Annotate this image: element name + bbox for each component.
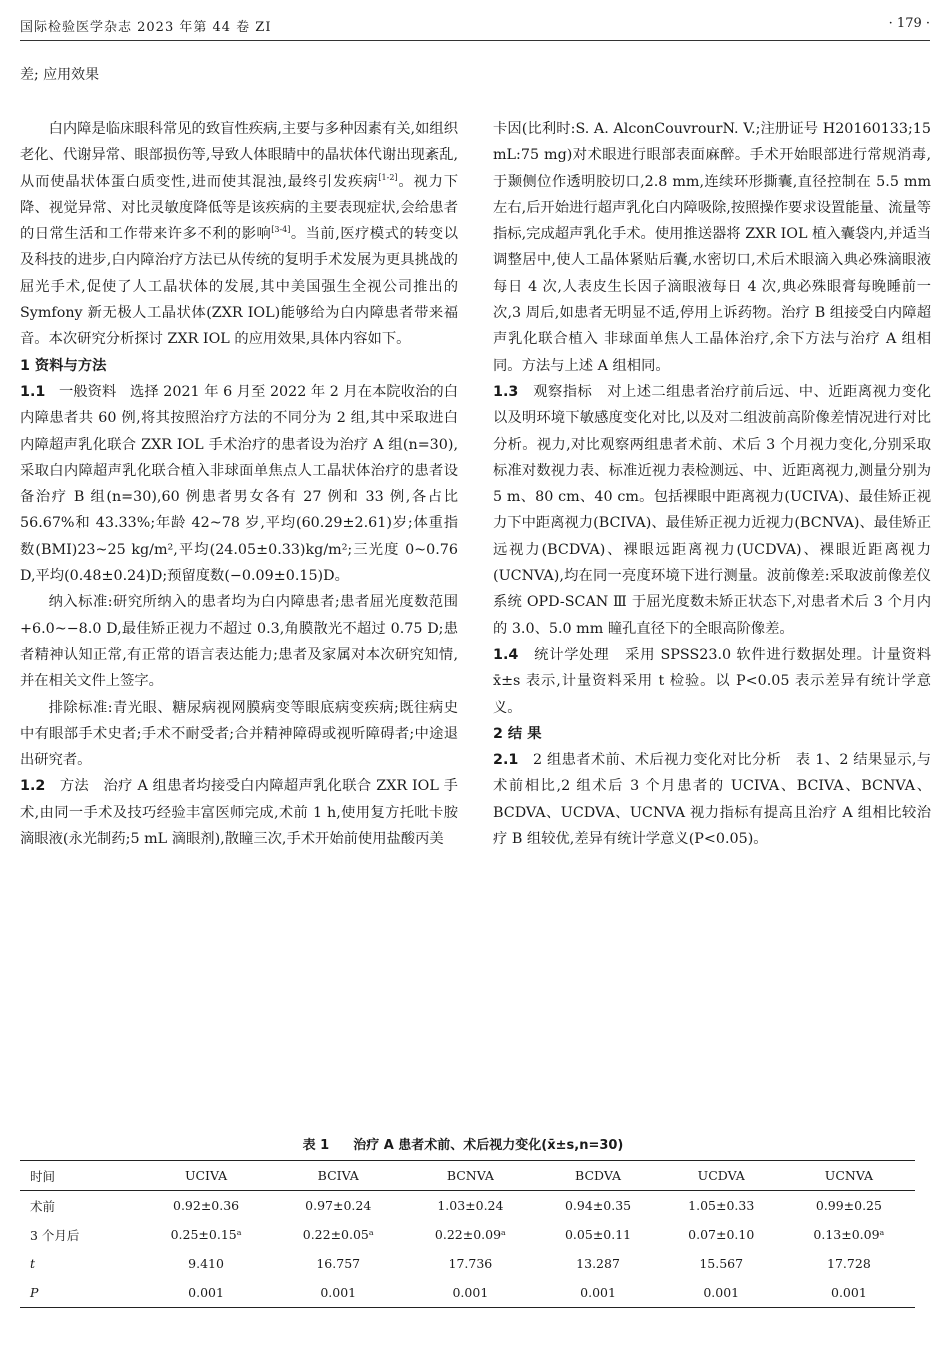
- column-header: UCIVA: [184, 1168, 228, 1183]
- section-heading-2: 2 结 果: [493, 725, 542, 742]
- vision-change-table: [20, 1160, 915, 1308]
- left-column: [20, 116, 458, 852]
- column-header: BCIVA: [317, 1168, 359, 1183]
- table-cell: 0.13±0.09ᵃ: [813, 1227, 885, 1242]
- subsection-1-2: 1.2 方法 治疗 A 组患者均接受白内障超声乳化联合 ZXR IOL 手术,由同一手术及技巧经验丰富医师完成,术前 1 h,使用复方托吡卡胺滴眼液(永光制药;5 mL 滴眼剂),散瞳三次,手术开始前使用盐酸丙美: [20, 778, 458, 848]
- table-cell: 1.03±0.24: [437, 1198, 504, 1213]
- table-cell: 0.25±0.15ᵃ: [170, 1227, 242, 1242]
- table-cell: 0.001: [703, 1285, 740, 1300]
- table-cell: P: [30, 1285, 39, 1300]
- table-header-row: [20, 1161, 915, 1191]
- page-number: · 179 ·: [888, 16, 930, 31]
- journal-title: 国际检验医学杂志 2023 年第 44 卷 ZⅠ: [20, 20, 272, 35]
- table-cell: t: [30, 1256, 36, 1271]
- subsection-2-1: 2.1 2 组患者术前、术后视力变化对比分析 表 1、2 结果显示,与术前相比,2 组术后 3 个月患者的 UCIVA、BCIVA、BCNVA、BCDVA、UCDVA、UCNVA 视力指标有提高且治疗 A 组相比较治疗 B 组较优,差异有统计学意义(P<0.05)。: [493, 752, 932, 848]
- table-cell: 17.728: [827, 1256, 871, 1271]
- right-column: [493, 116, 931, 852]
- table-cell: 0.001: [580, 1285, 616, 1300]
- table-cell: 0.92±0.36: [173, 1198, 240, 1213]
- table-cell: 1.05±0.33: [688, 1198, 755, 1213]
- table-cell: 16.757: [316, 1256, 361, 1271]
- citation[interactable]: [3-4]: [271, 225, 291, 235]
- column-header: UCDVA: [697, 1168, 745, 1183]
- table-row: [20, 1191, 915, 1221]
- method-continued: 卡因(比利时:S. A. AlconCouvrourN. V.;注册证号 H20160133;15 mL:75 mg)对术眼进行眼部表面麻醉。手术开始眼部进行常规消毒,于颞侧位作透明胶切口,2.8 mm,连续环形撕囊,直径控制在 5.5 mm 左右,后开始进行超声乳化白内障吸除,按照操作要求设置能量、流量等指标,完成超声乳化手术。使用推送器将 ZXR IOL 植入囊袋内,并适当调整居中,使人工晶体紧贴后囊,水密切口,术后术眼滴入典必殊滴眼液每日 4 次,人表皮生长因子滴眼液每日 4 次,典必殊眼膏每晚睡前一次,3 周后,如患者无明显不适,停用上诉药物。治疗 B 组接受白内障超声乳化联合植入 非球面单焦人工晶体治疗,余下方法与治疗 A 组相同。方法与上述 A 组相同。: [493, 121, 931, 374]
- section-heading-1: 1 资料与方法: [20, 357, 107, 374]
- subsection-1-4: 1.4 统计学处理 采用 SPSS23.0 软件进行数据处理。计量资料 x̄±s 表示,计量资料采用 t 检验。以 P<0.05 表示差异有统计学意义。: [493, 646, 932, 716]
- table-cell: 0.22±0.05ᵃ: [302, 1227, 374, 1242]
- column-header: BCDVA: [575, 1168, 622, 1183]
- table-cell: 0.001: [831, 1285, 867, 1300]
- table-cell: 9.410: [188, 1256, 224, 1271]
- table-cell: 0.97±0.24: [305, 1198, 372, 1213]
- inclusion-criteria: 纳入标准:研究所纳入的患者均为白内障患者;患者屈光度数范围+6.0~−8.0 D,最佳矫正视力不超过 0.3,角膜散光不超过 0.75 D;患者精神认知正常,有正常的语言表达能力;患者及家属对本次研究知情,并在相关文件上签字。: [20, 594, 458, 690]
- intro-paragraph: 白内障是临床眼科常见的致盲性疾病,主要与多种因素有关,如组织老化、代谢异常、眼部损伤等,导致人体眼睛中的晶状体代谢出现紊乱,从而使晶状体蛋白质变性,进而使其混浊,最终引发疾病[1-2]。视力下降、视觉异常、对比灵敏度降低等是该疾病的主要表现症状,会给患者的日常生活和工作带来许多不利的影响[3-4]。当前,医疗模式的转变以及科技的进步,白内障治疗方法已从传统的复明手术发展为更具挑战的屈光手术,促使了人工晶状体的发展,其中美国强生全视公司推出的 Symfony 新无极人工晶状体(ZXR IOL)能够给为白内障患者带来福音。本次研究分析探讨 ZXR IOL 的应用效果,具体内容如下。: [20, 121, 458, 348]
- keywords-line: 差; 应用效果: [20, 67, 100, 83]
- table-cell: 3 个月后: [30, 1227, 80, 1243]
- table-cell: 15.567: [699, 1256, 744, 1271]
- subsection-1-3: 1.3 观察指标 对上述二组患者治疗前后远、中、近距离视力变化以及明环境下敏感度变化对比,以及对二组波前高阶像差情况进行对比分析。视力,对比观察两组患者术前、术后 3 个月视力变化,分别采取标准对数视力表、标准近视力表检测远、中、近距离视力,测量分别为 5 m、80 cm、40 cm。包括裸眼中距离视力(UCIVA)、最佳矫正视力下中距离视力(BCIVA)、最佳矫正视力近视力(BCNVA)、最佳矫正远视力(BCDVA)、裸眼远距离视力(UCDVA)、裸眼近距离视力(UCNVA),均在同一亮度环境下进行测量。波前像差:采取波前像差仪系统 OPD-SCAN Ⅲ 于屈光度数未矫正状态下,对患者术后 3 个月内的 3.0、5.0 mm 瞳孔直径下的全眼高阶像差。: [493, 383, 932, 637]
- table-cell: 0.22±0.09ᵃ: [434, 1227, 506, 1242]
- running-header: [20, 14, 930, 41]
- table-row: [20, 1278, 915, 1308]
- table-cell: 0.07±0.10: [688, 1227, 755, 1242]
- table-row: [20, 1249, 915, 1278]
- table-cell: 0.05±0.11: [564, 1227, 632, 1242]
- table-label: 表 1: [302, 1138, 330, 1153]
- table-title: 治疗 A 患者术前、术后视力变化(x̄±s,n=30): [353, 1138, 624, 1153]
- table-cell: 0.94±0.35: [564, 1198, 632, 1213]
- table-cell: 13.287: [576, 1256, 620, 1271]
- citation[interactable]: [1-2]: [378, 172, 398, 182]
- table-caption: [0, 1134, 950, 1153]
- column-header: BCNVA: [446, 1168, 494, 1183]
- table-cell: 0.001: [320, 1285, 357, 1300]
- table-row: [20, 1220, 915, 1249]
- table-cell: 0.001: [188, 1285, 224, 1300]
- table-cell: 0.001: [452, 1285, 489, 1300]
- subsection-1-1: 1.1 一般资料 选择 2021 年 6 月至 2022 年 2 月在本院收治的白内障患者共 60 例,将其按照治疗方法的不同分为 2 组,其中采取进白内障超声乳化联合 ZXR IOL 手术治疗的患者设为治疗 A 组(n=30),采取白内障超声乳化联合植入非球面单焦点人工晶状体治疗的患者设备治疗 B 组(n=30),60 例患者男女各有 27 例和 33 例,各占比 56.67%和 43.33%;年龄 42~78 岁,平均(60.29±2.61)岁;体重指数(BMI)23~25 kg/m²,平均(24.05±0.33)kg/m²;三光度 0~0.76 D,平均(0.48±0.24)D;预留度数(−0.09±0.15)D。: [20, 383, 459, 585]
- column-header: UCNVA: [824, 1168, 874, 1183]
- column-header: 时间: [30, 1168, 56, 1184]
- exclusion-criteria: 排除标准:青光眼、糖尿病视网膜病变等眼底病变疾病;既往病史中有眼部手术史者;手术不耐受者;合并精神障碍或视听障碍者;中途退出研究者。: [20, 699, 458, 769]
- table-cell: 术前: [30, 1198, 56, 1214]
- table-cell: 17.736: [448, 1256, 493, 1271]
- table-cell: 0.99±0.25: [815, 1198, 882, 1213]
